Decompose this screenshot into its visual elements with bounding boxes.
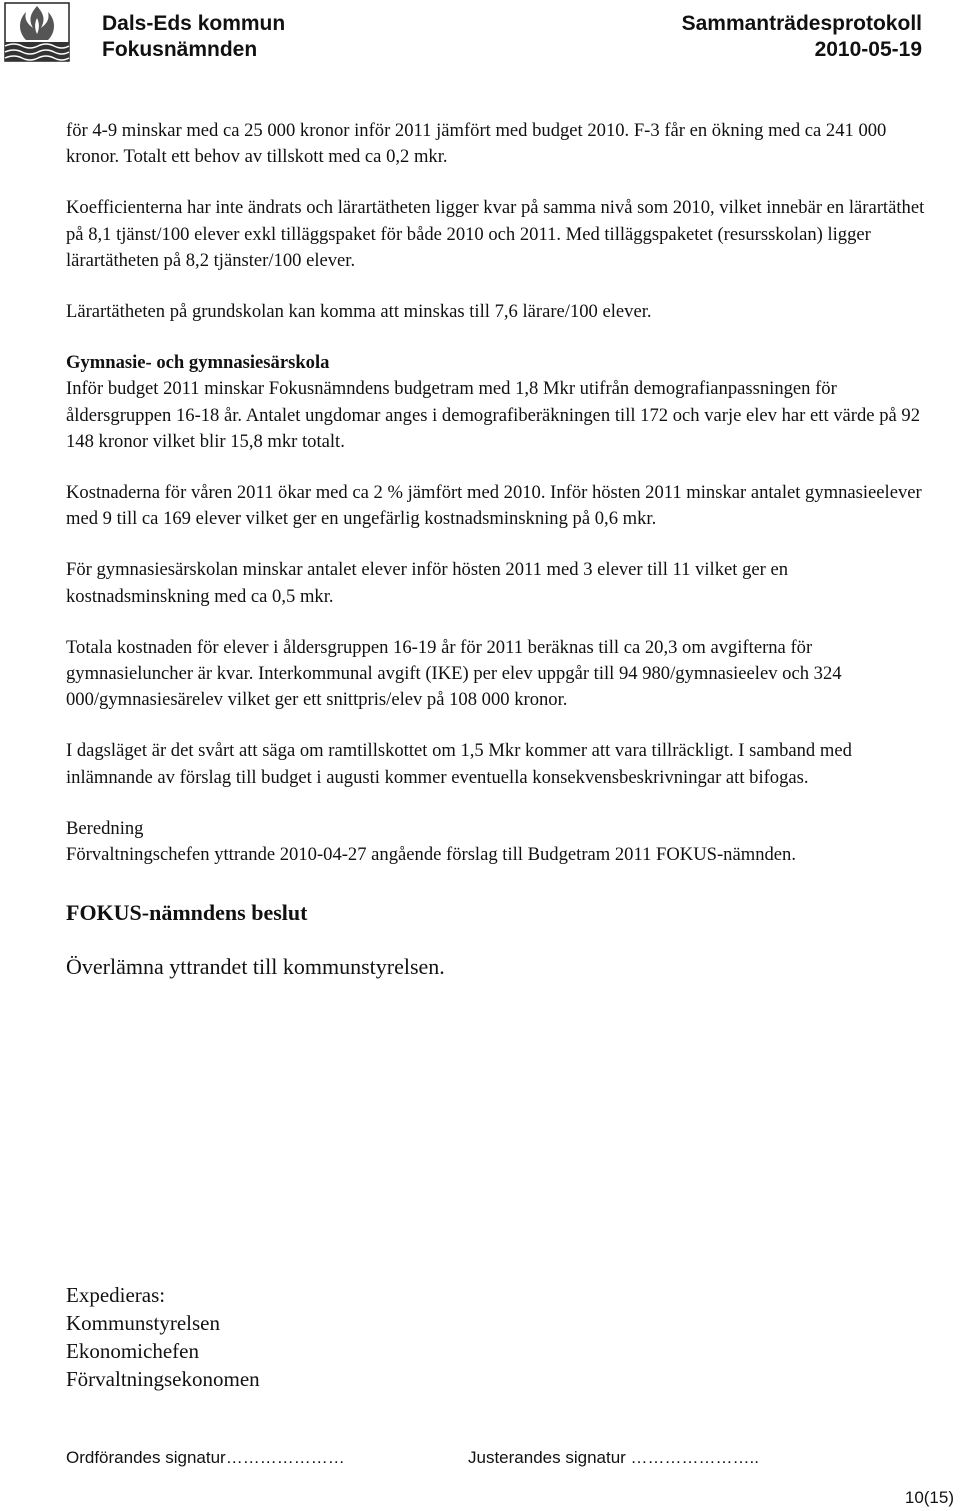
- paragraph-current-situation: I dagsläget är det svårt att säga om ramtillskottet om 1,5 Mkr kommer att vara tillräckligt. I samband med inlämnande av förslag till budget i augusti kommer eventuella konsekvensbeskrivningar att bifogas.: [66, 740, 852, 788]
- distribution-list: [66, 1281, 260, 1393]
- board-name: Fokusnämnden: [102, 38, 258, 61]
- paragraph-grades-4-9: för 4-9 minskar med ca 25 000 kronor inför 2011 jämfört med budget 2010. F-3 får en ökning med ca 241 000 kronor. Totalt ett behov av tillskott med ca 0,2 mkr.: [66, 120, 887, 168]
- chair-signature-line: Ordförandes signatur…………………: [66, 1448, 345, 1467]
- paragraph-budget-frame: Inför budget 2011 minskar Fokusnämndens budgetram med 1,8 Mkr utifrån demografianpassningen för åldersgruppen 16-18 år. Antalet ungdomar anges i demografiberäkningen till 172 och varje elev har ett värde på 92 148 kronor vilket blir 15,8 mkr totalt.: [66, 378, 920, 452]
- paragraph-special-school: För gymnasiesärskolan minskar antalet elever inför hösten 2011 med 3 elever till 11 vilket ger en kostnadsminskning med ca 0,5 mkr.: [66, 559, 789, 607]
- adjuster-signature-line: Justerandes signatur …………………..: [468, 1448, 759, 1467]
- page-number: 10(15): [904, 1488, 954, 1507]
- paragraph-coefficients: Koefficienterna har inte ändrats och lärartätheten ligger kvar på samma nivå som 2010, vilket innebär en lärartäthet på 8,1 tjänst/100 elever exkl tilläggspaket för både 2010 och 2011. Med tilläggspaketet (resursskolan) ligger lärartätheten på 8,2 tjänster/100 elever.: [66, 197, 925, 271]
- section-heading-upper-secondary: Gymnasie- och gymnasiesärskola: [66, 352, 330, 374]
- paragraph-total-cost: Totala kostnaden för elever i åldersgruppen 16-19 år för 2011 beräknas till ca 20,3 om avgifterna för gymnasieluncher är kvar. Interkommunal avgift (IKE) per elev uppgår till 94 980/gymnasieelev och 324 000/gymnasiesärelev vilket ger ett snittpris/elev på 108 000 kronor.: [66, 636, 842, 711]
- recipient: Förvaltningsekonomen: [66, 1367, 260, 1391]
- municipality-coat-of-arms-logo: [4, 2, 70, 62]
- distribution-label: Expedieras:: [66, 1283, 166, 1307]
- paragraph-spring-costs: Kostnaderna för våren 2011 ökar med ca 2 % jämfört med 2010. Inför hösten 2011 minskar antalet gymnasieelever med 9 till ca 169 elever vilket ger en ungefärlig kostnadsminskning på 0,6 mkr.: [66, 482, 922, 530]
- document-type: Sammanträdesprotokoll: [681, 12, 922, 35]
- municipality-name: Dals-Eds kommun: [102, 12, 286, 35]
- recipient: Ekonomichefen: [66, 1339, 199, 1363]
- decision-heading: FOKUS-nämndens beslut: [66, 900, 308, 926]
- decision-text: Överlämna yttrandet till kommunstyrelsen.: [66, 954, 445, 980]
- beredning-text: Förvaltningschefen yttrande 2010-04-27 angående förslag till Budgetram 2011 FOKUS-nämnden.: [66, 844, 796, 866]
- document-body: [66, 118, 936, 982]
- paragraph-teacher-density: Lärartätheten på grundskolan kan komma att minskas till 7,6 lärare/100 elever.: [66, 301, 652, 323]
- recipient: Kommunstyrelsen: [66, 1311, 220, 1335]
- beredning-label: Beredning: [66, 817, 144, 839]
- meeting-date: 2010-05-19: [814, 38, 922, 61]
